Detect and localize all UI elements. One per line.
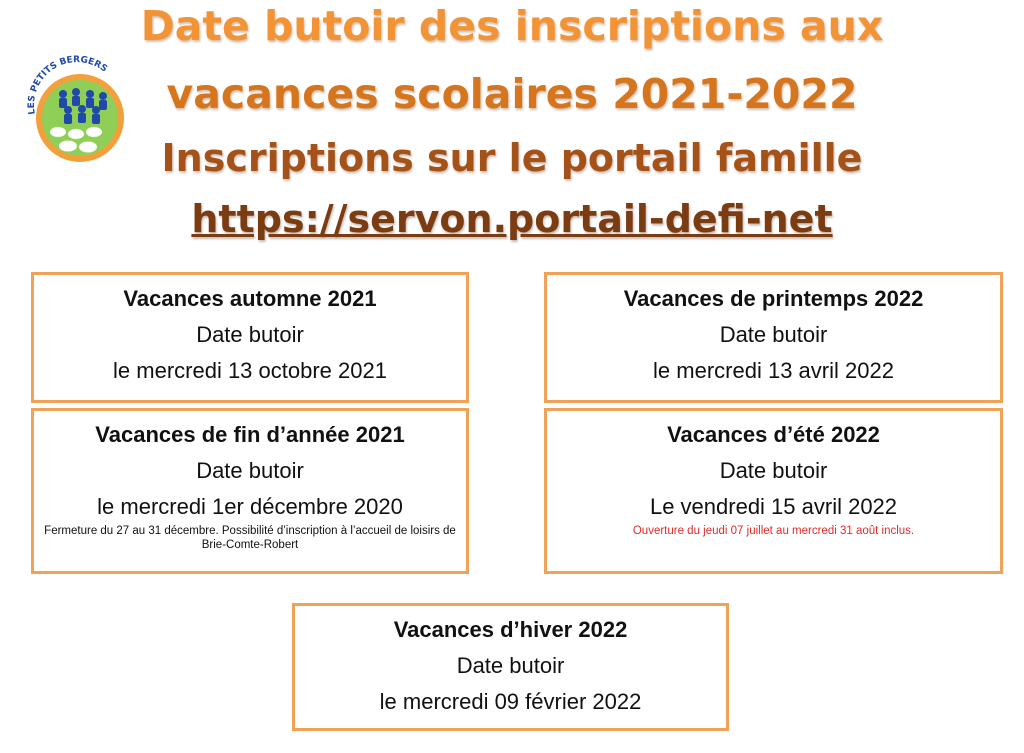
card-summer-2022 — [544, 408, 1003, 574]
card-title: Vacances de fin d’année 2021 — [95, 422, 405, 447]
card-deadline-date: le mercredi 13 avril 2022 — [653, 358, 894, 383]
card-deadline-date: le mercredi 09 février 2022 — [379, 689, 642, 714]
card-deadline-label: Date butoir — [719, 322, 828, 347]
card-winter-2022 — [292, 603, 729, 731]
card-deadline-label: Date butoir — [719, 458, 828, 483]
title-line-1: Date butoir des inscriptions aux — [140, 2, 884, 50]
card-title: Vacances d’hiver 2022 — [393, 617, 628, 642]
card-note: Ouverture du jeudi 07 juillet au mercredi 31 août inclus. — [632, 525, 915, 537]
card-title: Vacances d’été 2022 — [667, 422, 880, 447]
card-year-end-2021 — [31, 408, 469, 574]
card-deadline-label: Date butoir — [196, 322, 304, 347]
card-deadline-date: Le vendredi 15 avril 2022 — [649, 494, 898, 519]
card-deadline-date: le mercredi 1er décembre 2020 — [97, 494, 403, 519]
subtitle: Inscriptions sur le portail famille — [161, 136, 863, 180]
title-line-2: vacances scolaires 2021-2022 — [166, 70, 858, 118]
les-petits-bergers-logo — [18, 52, 136, 170]
card-title: Vacances de printemps 2022 — [623, 286, 924, 311]
card-deadline-label: Date butoir — [456, 653, 565, 678]
portal-link[interactable]: https://servon.portail-defi-net — [191, 197, 833, 241]
card-deadline-date: le mercredi 13 octobre 2021 — [113, 358, 387, 383]
card-note: Fermeture du 27 au 31 décembre. Possibilité d’inscription à l’accueil de loisirs de Brie-Comte-Robert — [44, 525, 456, 551]
card-autumn-2021 — [31, 272, 469, 403]
svg-text:LES PETITS BERGERS: LES PETITS BERGERS — [27, 55, 109, 116]
card-title: Vacances automne 2021 — [123, 286, 377, 311]
card-spring-2022 — [544, 272, 1003, 403]
card-deadline-label: Date butoir — [196, 458, 304, 483]
